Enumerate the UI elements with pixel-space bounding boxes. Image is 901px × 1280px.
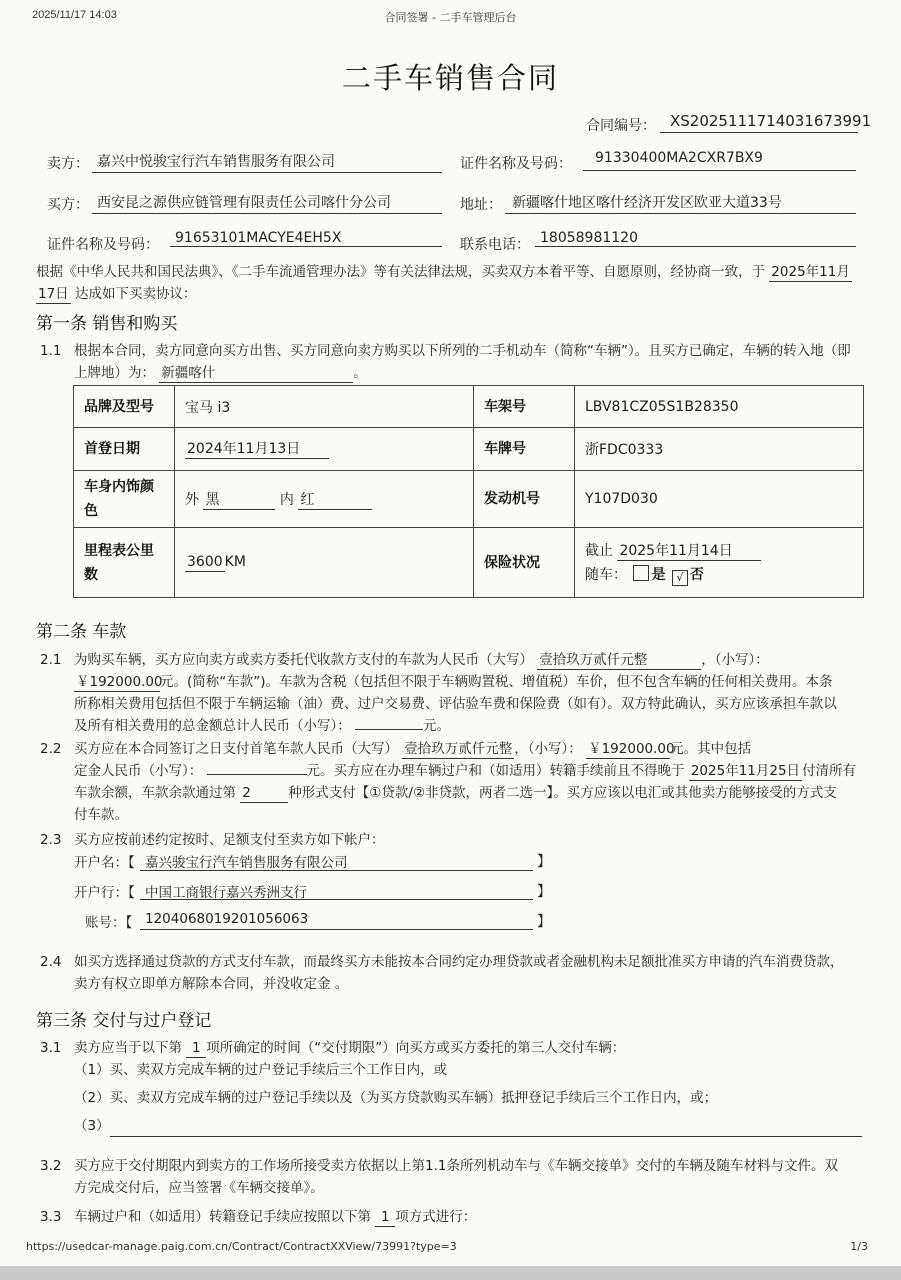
clause-3-3: [40, 1206, 870, 1228]
clause-3-2: [40, 1155, 880, 1199]
table-row: [74, 428, 864, 471]
buyer-address: 新疆喀什地区喀什经济开发区欧亚大道33号: [512, 195, 782, 211]
clause-text: 付清所有: [802, 763, 857, 779]
clause-number: 2.3: [40, 832, 62, 848]
reg-date-cell: [175, 428, 474, 471]
with-car-yes-label: 是: [651, 566, 666, 583]
brand-value: 宝马 i3: [175, 386, 474, 428]
price-amount-chinese: 壹拾玖万贰仟元整: [537, 651, 701, 670]
clause-text: ，（小写）：: [514, 741, 582, 757]
buyer-id-value: 91653101MACYE4EH5X: [175, 230, 342, 246]
account-no-label: 账号：【: [85, 915, 133, 931]
account-name-underline: [140, 870, 533, 871]
mileage-unit: KM: [224, 554, 246, 570]
buyer-id-label: 证件名称及号码：: [47, 237, 159, 253]
print-datetime: 2025/11/17 14:03: [32, 9, 117, 21]
delivery-option-3: （3）: [74, 1118, 110, 1134]
clause-text: 车辆过户和（如适用）转籍登记手续应按照以下第: [74, 1209, 371, 1225]
contract-no-value: XS2025111714031673991: [670, 112, 872, 130]
clause-text: 元。买方应在办理车辆过户和（如适用）转籍手续前且不得晚于: [306, 763, 685, 779]
ext-prefix: 外: [185, 491, 199, 508]
engine-label: 发动机号: [474, 471, 575, 528]
clause-text: 定金人民币（小写）：: [74, 763, 203, 779]
buyer-phone-label: 联系电话：: [460, 237, 530, 253]
insurance-cell: [575, 528, 864, 598]
buyer-phone-underline: [535, 246, 856, 247]
engine-value: Y107D030: [575, 471, 864, 528]
clause-text: 方完成交付后，应当签署《车辆交接单》。: [74, 1180, 324, 1196]
buyer-name-underline: [92, 213, 442, 214]
vin-label: 车架号: [474, 386, 575, 428]
seller-id-value: 91330400MA2CXR7BX9: [595, 150, 763, 166]
int-prefix: 内: [279, 491, 294, 508]
account-name-label: 开户名：【: [74, 855, 135, 871]
preamble-date-part2: 17日: [38, 286, 69, 302]
clause-number: 2.2: [40, 741, 62, 757]
with-car-yes-checkbox[interactable]: [633, 565, 649, 581]
clause-text: 为购买车辆，买方应向卖方或卖方委托代收款方支付的车款为人民币（大写）: [74, 652, 533, 668]
account-name: 嘉兴骏宝行汽车销售服务有限公司: [145, 855, 348, 871]
buyer-name: 西安昆之源供应链管理有限责任公司喀什分公司: [97, 195, 391, 211]
clause-2-3: [40, 829, 870, 851]
clause-text: ，（小写）：: [701, 652, 769, 668]
vehicle-info-table: [73, 385, 864, 598]
color-cell: [175, 471, 474, 528]
total-amount: [355, 729, 423, 730]
clause-number: 3.3: [40, 1209, 62, 1225]
seller-id-underline: [583, 170, 856, 171]
clause-2-2: [40, 738, 870, 826]
buyer-label: 买方：: [47, 197, 89, 213]
delivery-option: 1: [186, 1039, 206, 1058]
buyer-address-label: 地址：: [460, 197, 502, 213]
bank-label: 开户行：【: [74, 885, 135, 901]
clause-text: 买方应于交付期限内到卖方的工作场所接受卖方依据以上第1.1条所列机动车与《车辆交接单》交付的车辆及随车材料与文件。双: [74, 1158, 838, 1174]
account-no-underline: [140, 929, 533, 930]
transfer-place: 新疆喀什: [159, 364, 353, 383]
clause-text: 根据本合同，卖方同意向买方出售、买方同意向卖方购买以下所列的二手机动车（简称“车辆”）。且买方已确定，车辆的转入地（即: [74, 343, 851, 359]
bracket-close: 】: [537, 884, 551, 900]
clause-number: 3.1: [40, 1040, 62, 1056]
table-row: [74, 471, 864, 528]
int-color: 红: [298, 491, 372, 510]
seller-name-underline: [92, 172, 442, 173]
seller-name: 嘉兴中悦骏宝行汽车销售服务有限公司: [97, 154, 335, 170]
deposit-amount: [207, 774, 307, 775]
contract-no-underline: [660, 132, 858, 133]
bracket-close: 】: [537, 914, 551, 930]
clause-text: 项所确定的时间（“交付期限”）向买方或买方委托的第三人交付车辆：: [206, 1040, 626, 1056]
article-1-title: 第一条 销售和购买: [36, 314, 178, 334]
clause-text: 元。: [423, 718, 451, 734]
clause-number: 2.1: [40, 652, 62, 668]
clause-text: 付车款。: [74, 807, 128, 823]
first-payment-amount: ￥192000.00: [588, 741, 675, 757]
account-no: 1204068019201056063: [145, 911, 309, 927]
mileage-label: 里程表公里数: [74, 528, 175, 598]
delivery-option-3-underline: [110, 1136, 862, 1137]
table-row: [74, 528, 864, 598]
article-3-title: 第三条 交付与过户登记: [36, 1011, 212, 1031]
buyer-id-underline: [170, 246, 442, 247]
bank-underline: [140, 899, 533, 900]
clause-text: 买方应在本合同签订之日支付首笔车款人民币（大写）: [74, 741, 398, 757]
preamble-text: 根据《中华人民共和国民法典》、《二手车流通管理办法》等有关法律法规，买卖双方本着平等、自愿原则，经协商一致，于: [36, 264, 765, 280]
brand-label: 品牌及型号: [74, 386, 175, 428]
reg-date-value: 2024年11月13日: [185, 440, 329, 459]
with-car-no-checkbox[interactable]: √: [672, 570, 688, 586]
viewer-bottom-band: [0, 1266, 901, 1280]
vin-value: LBV81CZ05S1B28350: [575, 386, 864, 428]
color-label: 车身内饰颜色: [74, 471, 175, 528]
clause-number: 2.4: [40, 954, 62, 970]
seller-label: 卖方：: [47, 156, 89, 172]
insurance-label: 保险状况: [474, 528, 575, 598]
clause-text: 项方式进行：: [395, 1209, 477, 1225]
insurance-prefix: 截止: [585, 542, 613, 559]
transfer-option: 1: [375, 1208, 395, 1227]
clause-text: 元。(简称“车款”)。车款为含税（包括但不限于车辆购置税、增值税）车价，但不包含车辆的任何相关费用。本条: [160, 674, 833, 690]
clause-text: 元。其中包括: [670, 741, 752, 757]
clause-1-1: [40, 340, 870, 384]
clause-text: 及所有相关费用的总金额总计人民币（小写）：: [74, 718, 351, 734]
payment-method: 2: [240, 784, 288, 803]
insurance-date: 2025年11月14日: [617, 542, 761, 561]
table-row: [74, 386, 864, 428]
clause-text: 种形式支付【①贷款/②非贷款，两者二选一】。买方应该以电汇或其他卖方能够接受的方式支: [288, 785, 837, 801]
clause-text: 卖方应当于以下第: [74, 1040, 182, 1056]
clause-number: 3.2: [40, 1158, 62, 1174]
print-page-title: 合同签署 - 二手车管理后台: [384, 11, 517, 24]
delivery-option-1: （1）买、卖双方完成车辆的过户登记手续后三个工作日内，或: [74, 1062, 448, 1078]
clause-text: 买方应按前述约定按时、足额支付至卖方如下帐户：: [74, 832, 385, 848]
buyer-phone: 18058981120: [540, 230, 638, 246]
preamble-date-part1: 2025年11月: [771, 264, 850, 280]
contract-no-label: 合同编号：: [586, 118, 656, 134]
price-amount: ￥192000.00: [76, 674, 163, 690]
first-payment-chinese: 壹拾玖万贰仟元整: [404, 741, 513, 757]
payment-deadline: 2025年11月25日: [690, 763, 801, 779]
bank-name: 中国工商银行嘉兴秀洲支行: [145, 885, 307, 901]
delivery-option-2: （2）买、卖双方完成车辆的过户登记手续以及（为买方贷款购买车辆）抵押登记手续后三个工作日内，或；: [74, 1090, 718, 1106]
preamble: [36, 261, 876, 305]
clause-2-4: [40, 951, 880, 995]
clause-text: 上牌地）为：: [74, 365, 155, 381]
clause-number: 1.1: [40, 343, 62, 359]
bracket-close: 】: [537, 854, 551, 870]
clause-text: 如买方选择通过贷款的方式支付车款，而最终买方未能按本合同约定办理贷款或者金融机构未足额批准买方申请的汽车消费贷款，: [74, 954, 844, 970]
contract-title: 二手车销售合同: [341, 61, 559, 95]
article-2-title: 第二条 车款: [36, 622, 127, 642]
with-car-no-label: 否: [689, 566, 704, 583]
clause-end: 。: [353, 365, 367, 381]
print-page-number: 1/3: [850, 1240, 868, 1253]
mileage-value: 3600: [187, 554, 223, 570]
reg-date-label: 首登日期: [74, 428, 175, 471]
with-car-label: 随车：: [585, 566, 627, 583]
mileage-cell: [175, 528, 474, 598]
clause-text: 卖方有权立即单方解除本合同，并没收定金 。: [74, 976, 349, 992]
clause-2-1: [40, 649, 870, 737]
preamble-tail: 达成如下买卖协议：: [74, 286, 197, 302]
plate-value: 浙FDC0333: [575, 428, 864, 471]
clause-text: 车款余额，车款余款通过第: [74, 785, 236, 801]
ext-color: 黑: [203, 491, 275, 510]
buyer-address-underline: [505, 213, 856, 214]
plate-label: 车牌号: [474, 428, 575, 471]
seller-id-label: 证件名称及号码：: [460, 156, 572, 172]
clause-3-1: [40, 1037, 870, 1059]
print-footer-url: https://usedcar-manage.paig.com.cn/Contract/ContractXXView/73991?type=3: [26, 1240, 457, 1253]
clause-text: 所称相关费用包括但不限于车辆运输（油）费、过户交易费、评估验车费和保险费（如有）。双方特此确认，买方应该承担车款以: [74, 696, 837, 712]
